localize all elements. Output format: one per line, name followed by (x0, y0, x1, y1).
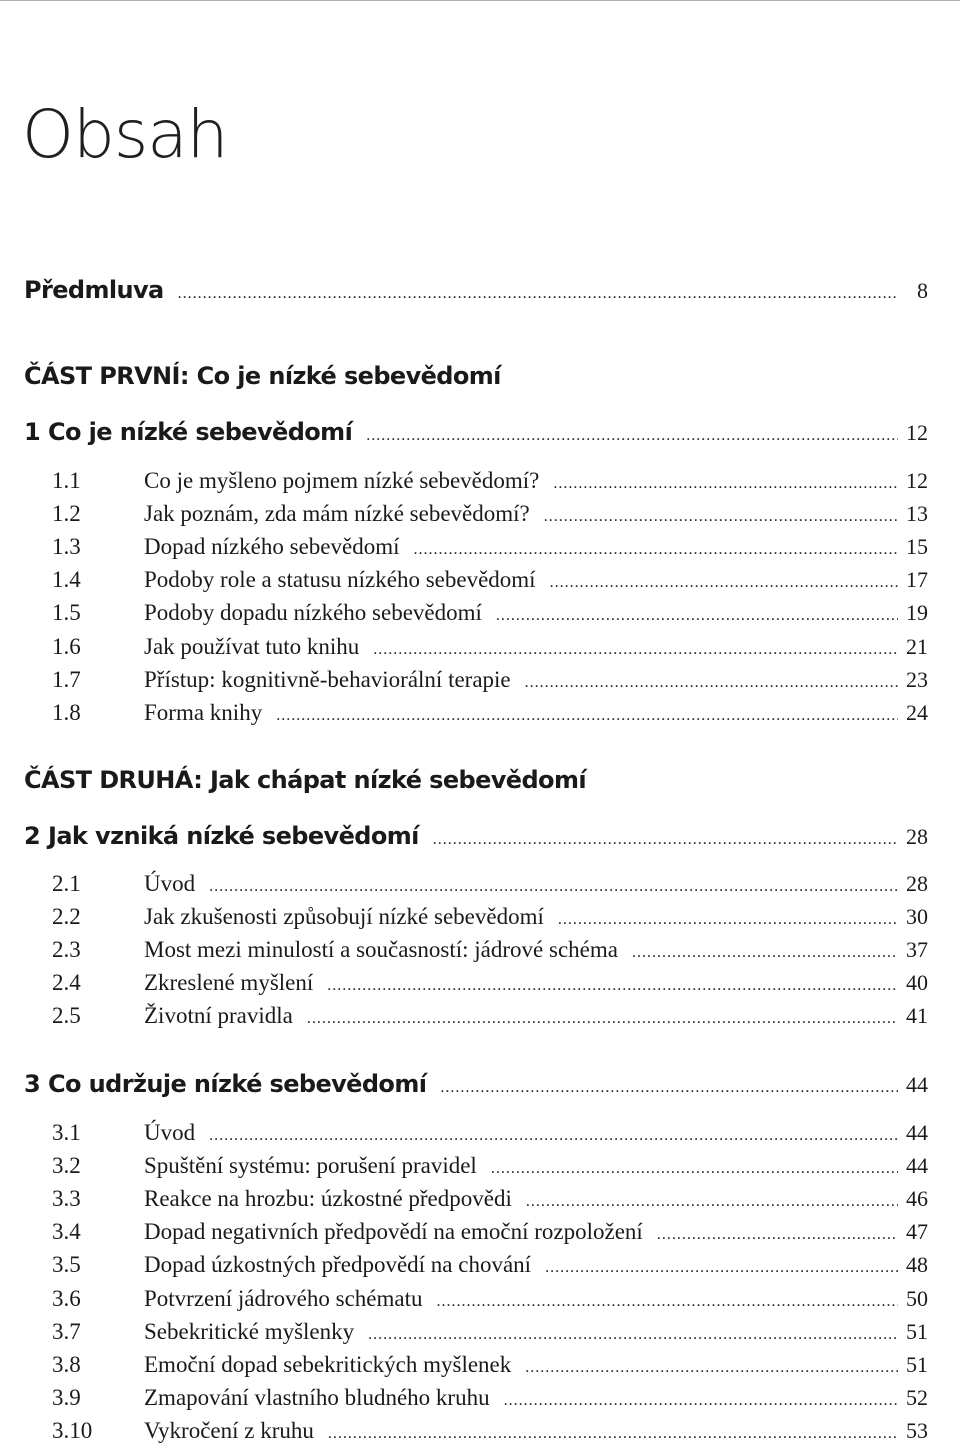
dot-leader (307, 1010, 898, 1028)
dot-leader (328, 1425, 898, 1443)
entry-title: Most mezi minulostí a současností: jádrové schéma (144, 937, 618, 962)
dot-leader (491, 1160, 898, 1178)
dot-leader (525, 1359, 898, 1377)
toc-section-entry[interactable] (24, 600, 928, 626)
toc-section-entry[interactable] (24, 1219, 928, 1245)
dot-leader (504, 1392, 898, 1410)
entry-title: Zmapování vlastního bludného kruhu (144, 1385, 490, 1410)
entry-number: 1.4 (52, 567, 81, 592)
dot-leader (366, 427, 898, 445)
toc-chapter-entry[interactable] (24, 1070, 928, 1098)
entry-title: Spuštění systému: porušení pravidel (144, 1153, 477, 1178)
page-number: 47 (906, 1219, 928, 1244)
page-number: 44 (906, 1120, 928, 1145)
toc-section-entry[interactable] (24, 904, 928, 930)
entry-number: 3.10 (52, 1418, 93, 1443)
toc-section-entry[interactable] (24, 634, 928, 660)
page-number: 37 (906, 937, 928, 962)
page-number: 50 (906, 1286, 928, 1311)
dot-leader (550, 574, 898, 592)
entry-number: 3.7 (52, 1319, 81, 1344)
entry-title: Předmluva (24, 276, 164, 304)
entry-number: 1.8 (52, 700, 81, 725)
dot-leader (632, 944, 898, 962)
toc-part-heading (24, 362, 928, 390)
toc-section-entry[interactable] (24, 1252, 928, 1278)
page-number: 30 (906, 904, 928, 929)
dot-leader (178, 285, 898, 303)
toc-section-entry[interactable] (24, 871, 928, 897)
page-number: 28 (906, 824, 928, 849)
entry-title: Jak používat tuto knihu (144, 634, 360, 659)
entry-title: Dopad nízkého sebevědomí (144, 534, 400, 559)
dot-leader (545, 1259, 898, 1277)
dot-leader (436, 1293, 898, 1311)
page-number: 40 (906, 970, 928, 995)
entry-title: Potvrzení jádrového schématu (144, 1286, 423, 1311)
toc-section-entry[interactable] (24, 501, 928, 527)
entry-title: Jak zkušenosti způsobují nízké sebevědomí (144, 904, 544, 929)
page-number: 19 (906, 600, 928, 625)
toc-section-entry[interactable] (24, 1153, 928, 1179)
page-number: 51 (906, 1319, 928, 1344)
dot-leader (276, 707, 898, 725)
entry-number: 1.2 (52, 501, 81, 526)
toc-section-entry[interactable] (24, 567, 928, 593)
dot-leader (373, 641, 898, 659)
entry-title: Emoční dopad sebekritických myšlenek (144, 1352, 512, 1377)
entry-title: Co je nízké sebevědomí (48, 418, 353, 446)
dot-leader (433, 831, 898, 849)
page-number: 51 (906, 1352, 928, 1377)
dot-leader (413, 541, 898, 559)
page-number: 52 (906, 1385, 928, 1410)
toc-section-entry[interactable] (24, 1003, 928, 1029)
top-rule (0, 0, 960, 1)
page-number: 8 (917, 278, 928, 303)
entry-number: 3 (24, 1070, 41, 1098)
entry-title: Životní pravidla (144, 1003, 293, 1028)
entry-number: 3.8 (52, 1352, 81, 1377)
entry-number: 3.6 (52, 1286, 81, 1311)
toc-section-entry[interactable] (24, 937, 928, 963)
entry-number: 3.2 (52, 1153, 81, 1178)
entry-number: 3.4 (52, 1219, 81, 1244)
page-number: 44 (906, 1072, 928, 1097)
entry-number: 1.5 (52, 600, 81, 625)
toc-chapter-entry[interactable] (24, 418, 928, 446)
dot-leader (209, 1127, 898, 1145)
dot-leader (525, 674, 898, 692)
entry-number: 1.6 (52, 634, 81, 659)
toc-section-entry[interactable] (24, 1186, 928, 1212)
entry-title: Co je myšleno pojmem nízké sebevědomí? (144, 468, 540, 493)
dot-leader (368, 1326, 898, 1344)
entry-number: 2.1 (52, 871, 81, 896)
entry-title: Vykročení z kruhu (144, 1418, 314, 1443)
entry-title: ČÁST DRUHÁ: Jak chápat nízké sebevědomí (24, 766, 586, 794)
dot-leader (544, 508, 898, 526)
toc-section-entry[interactable] (24, 970, 928, 996)
page-number: 15 (906, 534, 928, 559)
page-number: 24 (906, 700, 928, 725)
entry-number: 1.1 (52, 468, 81, 493)
entry-number: 2.3 (52, 937, 81, 962)
entry-number: 1.3 (52, 534, 81, 559)
dot-leader (553, 475, 898, 493)
toc-section-entry[interactable] (24, 1120, 928, 1146)
entry-title: Dopad negativních předpovědí na emoční rozpoložení (144, 1219, 643, 1244)
page-title: Obsah (22, 96, 228, 174)
toc-section-entry[interactable] (24, 1418, 928, 1444)
dot-leader (496, 607, 898, 625)
toc-chapter-entry[interactable] (24, 822, 928, 850)
toc-section-entry[interactable] (24, 1319, 928, 1345)
entry-number: 3.5 (52, 1252, 81, 1277)
page-number: 13 (906, 501, 928, 526)
toc-section-entry[interactable] (24, 468, 928, 494)
toc-section-entry[interactable] (24, 534, 928, 560)
entry-title: Zkreslené myšlení (144, 970, 314, 995)
dot-leader (327, 977, 898, 995)
page-number: 12 (906, 420, 928, 445)
toc-part-heading (24, 766, 928, 794)
page-number: 53 (906, 1418, 928, 1443)
page-number: 17 (906, 567, 928, 592)
page-number: 21 (906, 634, 928, 659)
entry-number: 2 (24, 822, 41, 850)
toc-section-entry[interactable] (24, 700, 928, 726)
dot-leader (526, 1193, 898, 1211)
entry-number: 2.2 (52, 904, 81, 929)
entry-number: 2.4 (52, 970, 81, 995)
entry-title: Přístup: kognitivně-behaviorální terapie (144, 667, 511, 692)
dot-leader (657, 1226, 898, 1244)
entry-number: 1 (24, 418, 41, 446)
dot-leader (440, 1079, 898, 1097)
entry-number: 1.7 (52, 667, 81, 692)
page-number: 46 (906, 1186, 928, 1211)
dot-leader (209, 878, 898, 896)
entry-title: Úvod (144, 1120, 196, 1145)
entry-number: 3.1 (52, 1120, 81, 1145)
page-number: 41 (906, 1003, 928, 1028)
entry-title: Jak vzniká nízké sebevědomí (48, 822, 419, 850)
entry-title: Dopad úzkostných předpovědí na chování (144, 1252, 532, 1277)
page-number: 23 (906, 667, 928, 692)
entry-title: ČÁST PRVNÍ: Co je nízké sebevědomí (24, 362, 501, 390)
entry-title: Forma knihy (144, 700, 263, 725)
entry-number: 2.5 (52, 1003, 81, 1028)
page-number: 12 (906, 468, 928, 493)
entry-title: Sebekritické myšlenky (144, 1319, 355, 1344)
entry-title: Reakce na hrozbu: úzkostné předpovědi (144, 1186, 512, 1211)
toc-section-entry[interactable] (24, 1286, 928, 1312)
dot-leader (558, 911, 898, 929)
toc-section-entry[interactable] (24, 667, 928, 693)
entry-title: Podoby dopadu nízkého sebevědomí (144, 600, 482, 625)
toc-section-entry[interactable] (24, 1385, 928, 1411)
page-number: 28 (906, 871, 928, 896)
page-number: 44 (906, 1153, 928, 1178)
page-number: 48 (906, 1252, 928, 1277)
entry-title: Úvod (144, 871, 196, 896)
toc-chapter-entry[interactable] (24, 276, 928, 304)
entry-number: 3.3 (52, 1186, 81, 1211)
entry-number: 3.9 (52, 1385, 81, 1410)
entry-title: Podoby role a statusu nízkého sebevědomí (144, 567, 536, 592)
entry-title: Co udržuje nízké sebevědomí (48, 1070, 427, 1098)
toc-section-entry[interactable] (24, 1352, 928, 1378)
entry-title: Jak poznám, zda mám nízké sebevědomí? (144, 501, 530, 526)
